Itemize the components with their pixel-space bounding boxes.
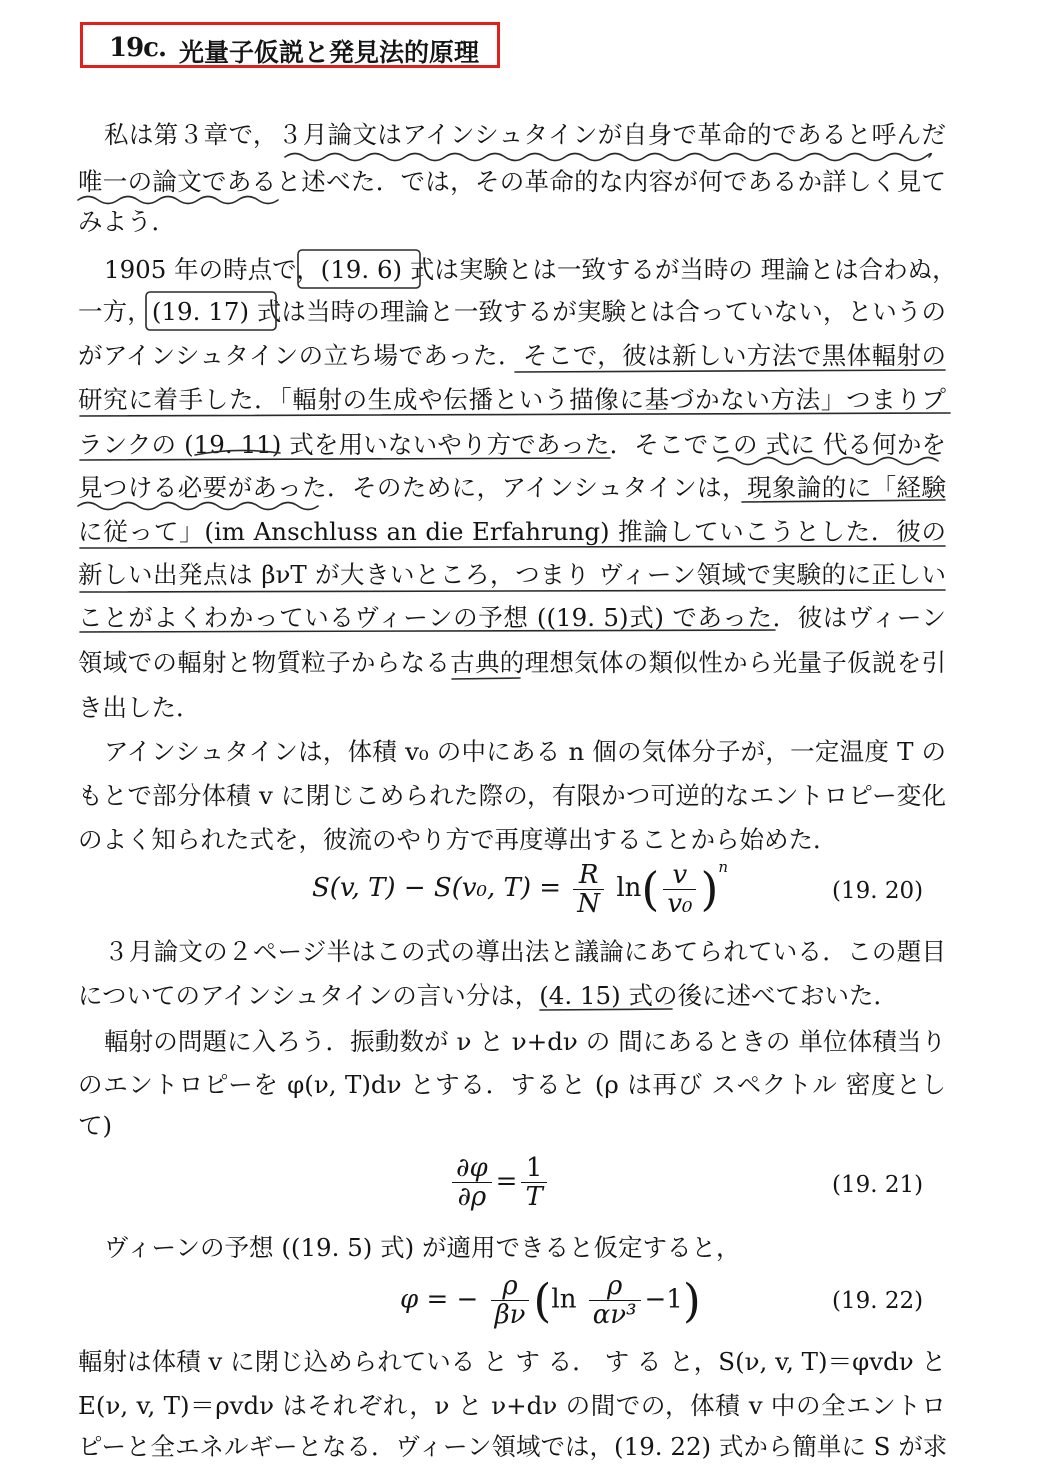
text-line: ピーと全エネルギーとなる．ヴィーン領域では，(19. 22) 式から簡単に S が求 xyxy=(78,1432,948,1461)
eq21-rnum: 1 xyxy=(521,1154,546,1183)
text-line: 見つける必要があった．そのために，アインシュタインは，現象論的に「経験 xyxy=(78,473,946,502)
equation-number-19-21: (19. 21) xyxy=(832,1172,924,1198)
eq21-lhs-fraction xyxy=(452,1154,492,1211)
text-line: 新しい出発点は βνT が大きいところ，つまり ヴィーン領域で実験的に正しい xyxy=(78,560,946,589)
eq22-ln: ln xyxy=(551,1284,577,1315)
eq20-inner-fraction xyxy=(663,861,696,918)
text-line: き出した． xyxy=(78,693,201,722)
eq22-inner-fraction xyxy=(589,1272,641,1329)
text-line: 1905 年の時点で，(19. 6) 式は実験とは一致するが当時の 理論とは合わぬ， xyxy=(104,255,957,284)
text-line: のよく知られた式を，彼流のやり方で再度導出することから始めた． xyxy=(78,825,838,854)
eq22-tail: −1 xyxy=(644,1284,683,1315)
section-title: 光量子仮説と発見法的原理 xyxy=(179,38,480,67)
text-line: E(ν, v, T)＝ρvdν はそれぞれ，ν と ν+dν の間での，体積 v 中の全エントロ xyxy=(78,1391,946,1420)
eq20-lhs: S(v, T) − S(v₀, T) = xyxy=(312,873,562,903)
text-line: 一方，(19. 17) 式は当時の理論と一致するが実験とは合っていない，というの xyxy=(78,297,946,326)
text-line: て) xyxy=(78,1111,113,1140)
equation-19-21 xyxy=(448,1154,551,1211)
eq20-frac-num: R xyxy=(573,861,604,890)
equation-19-22 xyxy=(400,1272,701,1329)
equation-number-19-20: (19. 20) xyxy=(832,878,924,904)
eq22-paren-open: ( xyxy=(533,1273,552,1328)
text-line: のエントロピーを φ(ν, T)dν とする．すると (ρ は再び スペクトル 密度とし xyxy=(78,1070,946,1099)
text-line: 唯一の論文であると述べた．では，その革命的な内容が何であるか詳しく見て xyxy=(78,167,946,196)
eq20-paren-open: ( xyxy=(641,862,660,916)
text-line: についてのアインシュタインの言い分は，(4. 15) 式の後に述べておいた． xyxy=(78,981,898,1010)
section-number: 19c. xyxy=(109,33,167,63)
eq22-lhs: φ = − xyxy=(400,1284,479,1315)
text-line: みよう． xyxy=(78,207,176,236)
text-line: ３月論文の２ページ半はこの式の導出法と議論にあてられている．この題目 xyxy=(104,937,946,966)
eq20-power: n xyxy=(718,858,729,876)
text-line: に従って」(im Anschluss an die Erfahrung) 推論していこうとした．彼の xyxy=(78,517,946,546)
eq21-equals: = xyxy=(495,1166,518,1197)
text-line: 輻射の問題に入ろう．振動数が ν と ν+dν の 間にあるときの 単位体積当り xyxy=(104,1027,946,1056)
eq21-rhs-fraction xyxy=(521,1154,546,1211)
text-line: ランクの (19. 11) 式を用いないやり方であった．そこでこの 式に 代る何かを xyxy=(78,430,946,459)
equation-19-20 xyxy=(312,858,728,918)
text-line: 研究に着手した．「輻射の生成や伝播という描像に基づかない方法」つまりプ xyxy=(78,385,946,414)
text-line: 輻射は体積 v に閉じ込められている と す る． す る と，S(ν, v, T)＝φvdν と xyxy=(78,1347,946,1376)
eq21-num: ∂φ xyxy=(452,1154,492,1183)
eq21-den: ∂ρ xyxy=(457,1182,487,1212)
text-line: ヴィーンの予想 ((19. 5) 式) が適用できると仮定すると， xyxy=(104,1233,741,1262)
text-line: がアインシュタインの立ち場であった．そこで，彼は新しい方法で黒体輻射の xyxy=(78,341,946,370)
eq22-den: βν xyxy=(494,1300,526,1330)
eq22-fraction xyxy=(491,1272,530,1329)
eq20-inner-den: v₀ xyxy=(667,888,693,919)
text-line: 私は第３章で，３月論文はアインシュタインが自身で革命的であると呼んだ xyxy=(104,120,946,149)
section-heading-box xyxy=(80,22,500,68)
eq20-fraction xyxy=(573,861,604,918)
eq20-inner-num: v xyxy=(663,861,696,890)
text-line: もとで部分体積 v に閉じこめられた際の，有限かつ可逆的なエントロピー変化 xyxy=(78,781,946,810)
eq22-paren-close: ) xyxy=(682,1273,701,1328)
eq20-paren-close: ) xyxy=(700,862,719,916)
eq22-inner-num: ρ xyxy=(589,1272,641,1301)
eq20-ln: ln xyxy=(616,873,642,903)
text-line: アインシュタインは，体積 v₀ の中にある n 個の気体分子が，一定温度 T の xyxy=(104,737,946,766)
eq22-num: ρ xyxy=(491,1272,530,1301)
eq22-inner-den: αν³ xyxy=(592,1300,637,1330)
equation-number-19-22: (19. 22) xyxy=(832,1288,924,1314)
eq21-rden: T xyxy=(525,1182,543,1212)
text-line: 領域での輻射と物質粒子からなる古典的理想気体の類似性から光量子仮説を引 xyxy=(78,648,946,677)
eq20-frac-den: N xyxy=(577,888,601,919)
text-line: ことがよくわかっているヴィーンの予想 ((19. 5)式) であった．彼はヴィーン xyxy=(78,603,946,632)
